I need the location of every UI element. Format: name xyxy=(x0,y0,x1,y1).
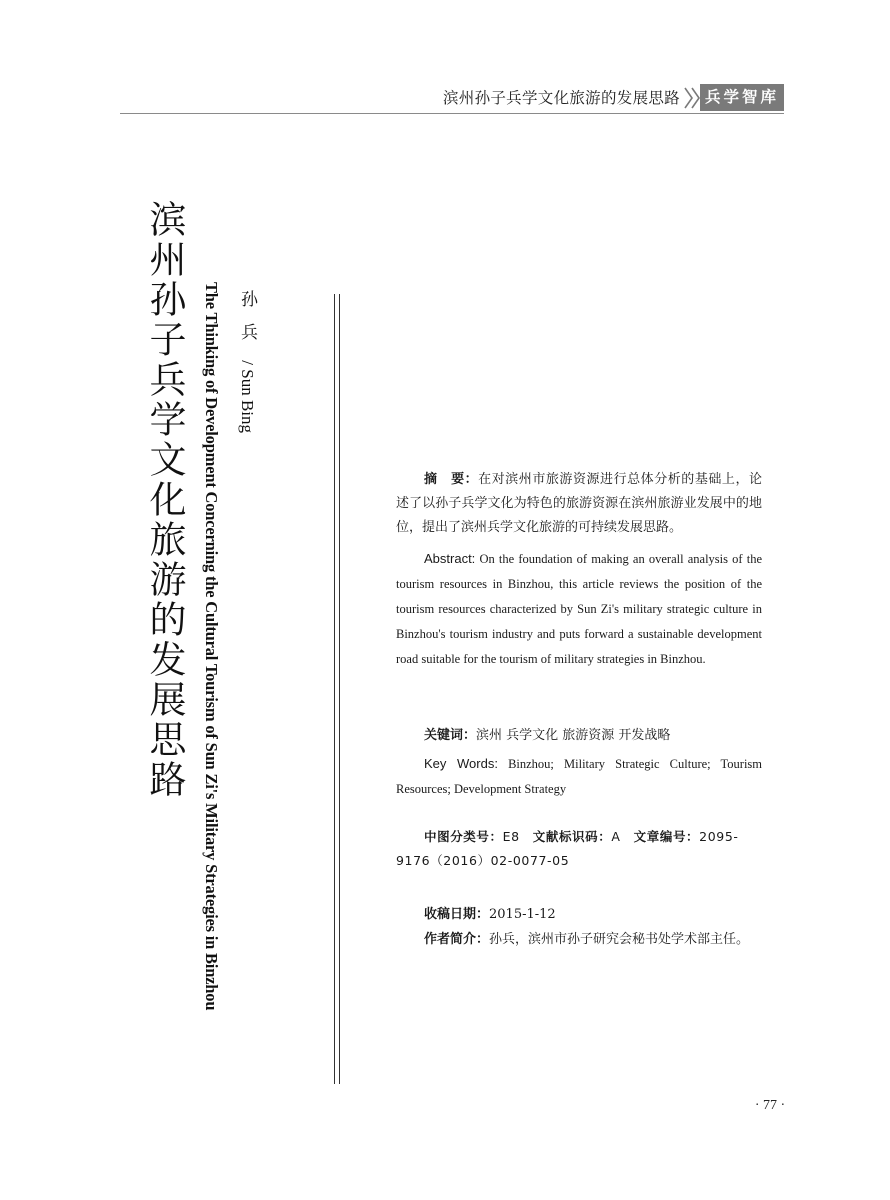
abstract-zh-label: 摘 要： xyxy=(424,472,479,487)
abstract-zh xyxy=(396,468,762,540)
keywords-zh xyxy=(396,724,762,748)
running-header-title: 滨州孙子兵学文化旅游的发展思路 xyxy=(442,89,680,107)
received-date xyxy=(396,903,762,927)
abstract-zh-text: 在对滨州市旅游资源进行总体分析的基础上，论述了以孙子兵学文化为特色的旅游资源在滨州旅游业发展中的地位，提出了滨州兵学文化旅游的可持续发展思路。 xyxy=(396,472,762,535)
keywords-zh-text: 滨州 兵学文化 旅游资源 开发战略 xyxy=(476,728,671,743)
author-intro-value: 孙兵，滨州市孙子研究会秘书处学术部主任。 xyxy=(489,932,750,947)
column-badge: 兵学智库 xyxy=(700,84,784,111)
clc-value: E8 xyxy=(502,829,520,844)
author-name-en: Sun Bing xyxy=(238,369,257,434)
keywords-zh-label: 关键词： xyxy=(424,728,477,743)
author-byline xyxy=(232,290,262,470)
article-title-en: The Thinking of Development Concerning the Cultural Tourism of Sun Zi's Military Strategies in Binzhou xyxy=(202,282,221,1011)
vertical-divider xyxy=(334,294,335,1084)
article-no-label: 文章编号： xyxy=(633,829,700,844)
vertical-divider xyxy=(339,294,340,1084)
keywords-en-text: Binzhou; Military Strategic Culture; Tourism Resources; Development Strategy xyxy=(396,757,763,796)
author-name-zh: 孙兵 xyxy=(238,290,257,356)
clc-label: 中图分类号： xyxy=(424,829,503,844)
abstract-en xyxy=(396,546,762,672)
author-intro xyxy=(396,928,762,952)
received-value: 2015-1-12 xyxy=(489,907,556,922)
abstract-en-label: Abstract: xyxy=(424,551,476,566)
page-number: · 77 · xyxy=(754,1098,786,1113)
header-divider xyxy=(120,113,784,114)
keywords-en xyxy=(396,751,762,802)
doc-code-label: 文献标识码： xyxy=(532,829,612,844)
doc-code-value: A xyxy=(611,829,621,844)
author-intro-label: 作者简介： xyxy=(424,932,490,947)
article-title-zh: 滨州孙子兵学文化旅游的发展思路 xyxy=(143,200,186,800)
keywords-en-label: Key Words: xyxy=(424,756,498,771)
received-label: 收稿日期： xyxy=(424,907,490,922)
classification-info xyxy=(396,825,762,873)
author-separator: / xyxy=(238,360,257,365)
article-no-value: 2095-9176（2016）02-0077-05 xyxy=(396,829,739,868)
abstract-en-text: On the foundation of making an overall analysis of the tourism resources in Binzhou, this article reviews the position of the tourism resources characterized by Sun Zi's military strategic culture in Binzhou's tourism industry and puts forward a sustainable development road suitable for the tourism of military strategies in Binzhou. xyxy=(396,552,762,666)
